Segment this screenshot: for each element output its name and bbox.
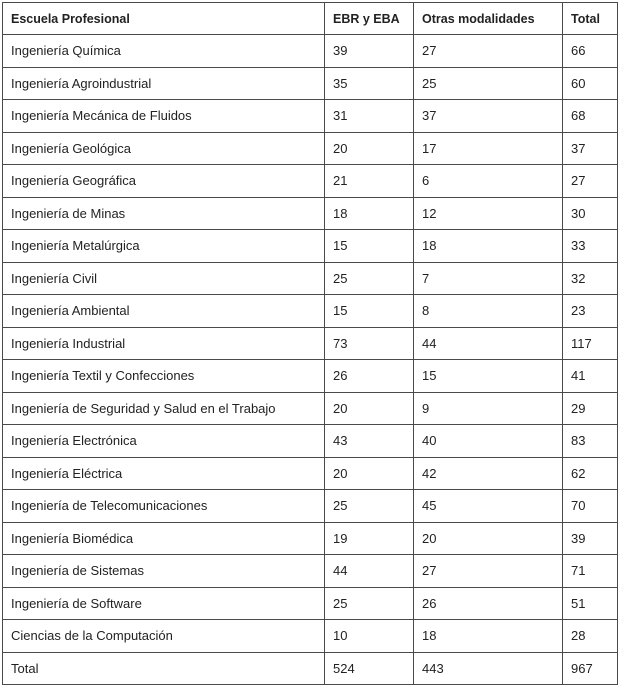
- cell-otras-modalidades: 18: [414, 620, 563, 653]
- table-body: [3, 35, 618, 685]
- cell-total: 66: [563, 35, 618, 68]
- cell-ebr-eba: 26: [325, 360, 414, 393]
- table-row: [3, 457, 618, 490]
- table-row: [3, 100, 618, 133]
- cell-otras-modalidades: 18: [414, 230, 563, 263]
- cell-total: 41: [563, 360, 618, 393]
- table-row: [3, 295, 618, 328]
- cell-total: 71: [563, 555, 618, 588]
- cell-escuela: Ingeniería Textil y Confecciones: [3, 360, 325, 393]
- cell-ebr-eba: 10: [325, 620, 414, 653]
- cell-escuela: Ingeniería Geológica: [3, 132, 325, 165]
- table-row: [3, 360, 618, 393]
- cell-otras-modalidades: 9: [414, 392, 563, 425]
- cell-escuela: Ingeniería Metalúrgica: [3, 230, 325, 263]
- cell-total: 39: [563, 522, 618, 555]
- cell-total: 83: [563, 425, 618, 458]
- cell-total: 60: [563, 67, 618, 100]
- cell-escuela: Ingeniería Mecánica de Fluidos: [3, 100, 325, 133]
- cell-total: 29: [563, 392, 618, 425]
- header-otras-modalidades: Otras modalidades: [414, 3, 563, 35]
- cell-otras-modalidades: 25: [414, 67, 563, 100]
- header-total: Total: [563, 3, 618, 35]
- cell-total: 37: [563, 132, 618, 165]
- table-row: [3, 490, 618, 523]
- cell-ebr-eba: 19: [325, 522, 414, 555]
- cell-otras-modalidades: 6: [414, 165, 563, 198]
- table-row: [3, 165, 618, 198]
- cell-total: 967: [563, 652, 618, 685]
- table-row: [3, 522, 618, 555]
- cell-escuela: Ciencias de la Computación: [3, 620, 325, 653]
- cell-otras-modalidades: 17: [414, 132, 563, 165]
- cell-total: 33: [563, 230, 618, 263]
- cell-ebr-eba: 73: [325, 327, 414, 360]
- table-container: [2, 2, 618, 685]
- table-row: [3, 620, 618, 653]
- table-row: [3, 197, 618, 230]
- table-row: [3, 587, 618, 620]
- cell-ebr-eba: 20: [325, 457, 414, 490]
- cell-otras-modalidades: 45: [414, 490, 563, 523]
- cell-otras-modalidades: 15: [414, 360, 563, 393]
- cell-ebr-eba: 15: [325, 230, 414, 263]
- cell-escuela: Ingeniería Industrial: [3, 327, 325, 360]
- cell-otras-modalidades: 20: [414, 522, 563, 555]
- cell-otras-modalidades: 44: [414, 327, 563, 360]
- cell-total: 27: [563, 165, 618, 198]
- cell-ebr-eba: 35: [325, 67, 414, 100]
- table-row: [3, 262, 618, 295]
- cell-escuela: Ingeniería Civil: [3, 262, 325, 295]
- cell-escuela: Ingeniería Biomédica: [3, 522, 325, 555]
- cell-otras-modalidades: 27: [414, 555, 563, 588]
- header-ebr-eba: EBR y EBA: [325, 3, 414, 35]
- cell-total: 28: [563, 620, 618, 653]
- cell-ebr-eba: 18: [325, 197, 414, 230]
- cell-total: 51: [563, 587, 618, 620]
- cell-otras-modalidades: 42: [414, 457, 563, 490]
- cell-escuela: Ingeniería Geográfica: [3, 165, 325, 198]
- cell-escuela: Ingeniería de Seguridad y Salud en el Trabajo: [3, 392, 325, 425]
- cell-otras-modalidades: 26: [414, 587, 563, 620]
- cell-otras-modalidades: 37: [414, 100, 563, 133]
- cell-escuela: Ingeniería de Telecomunicaciones: [3, 490, 325, 523]
- cell-otras-modalidades: 7: [414, 262, 563, 295]
- table-row: [3, 35, 618, 68]
- cell-ebr-eba: 25: [325, 262, 414, 295]
- table-header-row: [3, 3, 618, 35]
- cell-otras-modalidades: 40: [414, 425, 563, 458]
- cell-ebr-eba: 25: [325, 587, 414, 620]
- cell-escuela: Ingeniería Electrónica: [3, 425, 325, 458]
- cell-ebr-eba: 20: [325, 132, 414, 165]
- cell-escuela: Ingeniería de Software: [3, 587, 325, 620]
- cell-escuela: Ingeniería Química: [3, 35, 325, 68]
- header-escuela-profesional: Escuela Profesional: [3, 3, 325, 35]
- cell-ebr-eba: 21: [325, 165, 414, 198]
- cell-ebr-eba: 15: [325, 295, 414, 328]
- cell-otras-modalidades: 27: [414, 35, 563, 68]
- cell-escuela: Ingeniería de Sistemas: [3, 555, 325, 588]
- cell-total: 70: [563, 490, 618, 523]
- table-row: [3, 230, 618, 263]
- cell-ebr-eba: 39: [325, 35, 414, 68]
- cell-total: 62: [563, 457, 618, 490]
- cell-ebr-eba: 44: [325, 555, 414, 588]
- table-total-row: [3, 652, 618, 685]
- cell-otras-modalidades: 443: [414, 652, 563, 685]
- admissions-table: [2, 2, 618, 685]
- cell-escuela: Total: [3, 652, 325, 685]
- cell-otras-modalidades: 12: [414, 197, 563, 230]
- cell-escuela: Ingeniería Agroindustrial: [3, 67, 325, 100]
- cell-total: 117: [563, 327, 618, 360]
- cell-otras-modalidades: 8: [414, 295, 563, 328]
- table-row: [3, 327, 618, 360]
- cell-total: 68: [563, 100, 618, 133]
- cell-ebr-eba: 31: [325, 100, 414, 133]
- cell-total: 30: [563, 197, 618, 230]
- cell-escuela: Ingeniería de Minas: [3, 197, 325, 230]
- cell-total: 23: [563, 295, 618, 328]
- table-row: [3, 425, 618, 458]
- cell-ebr-eba: 20: [325, 392, 414, 425]
- table-row: [3, 67, 618, 100]
- cell-ebr-eba: 25: [325, 490, 414, 523]
- table-row: [3, 392, 618, 425]
- table-row: [3, 555, 618, 588]
- cell-ebr-eba: 524: [325, 652, 414, 685]
- cell-ebr-eba: 43: [325, 425, 414, 458]
- cell-total: 32: [563, 262, 618, 295]
- cell-escuela: Ingeniería Ambiental: [3, 295, 325, 328]
- cell-escuela: Ingeniería Eléctrica: [3, 457, 325, 490]
- table-row: [3, 132, 618, 165]
